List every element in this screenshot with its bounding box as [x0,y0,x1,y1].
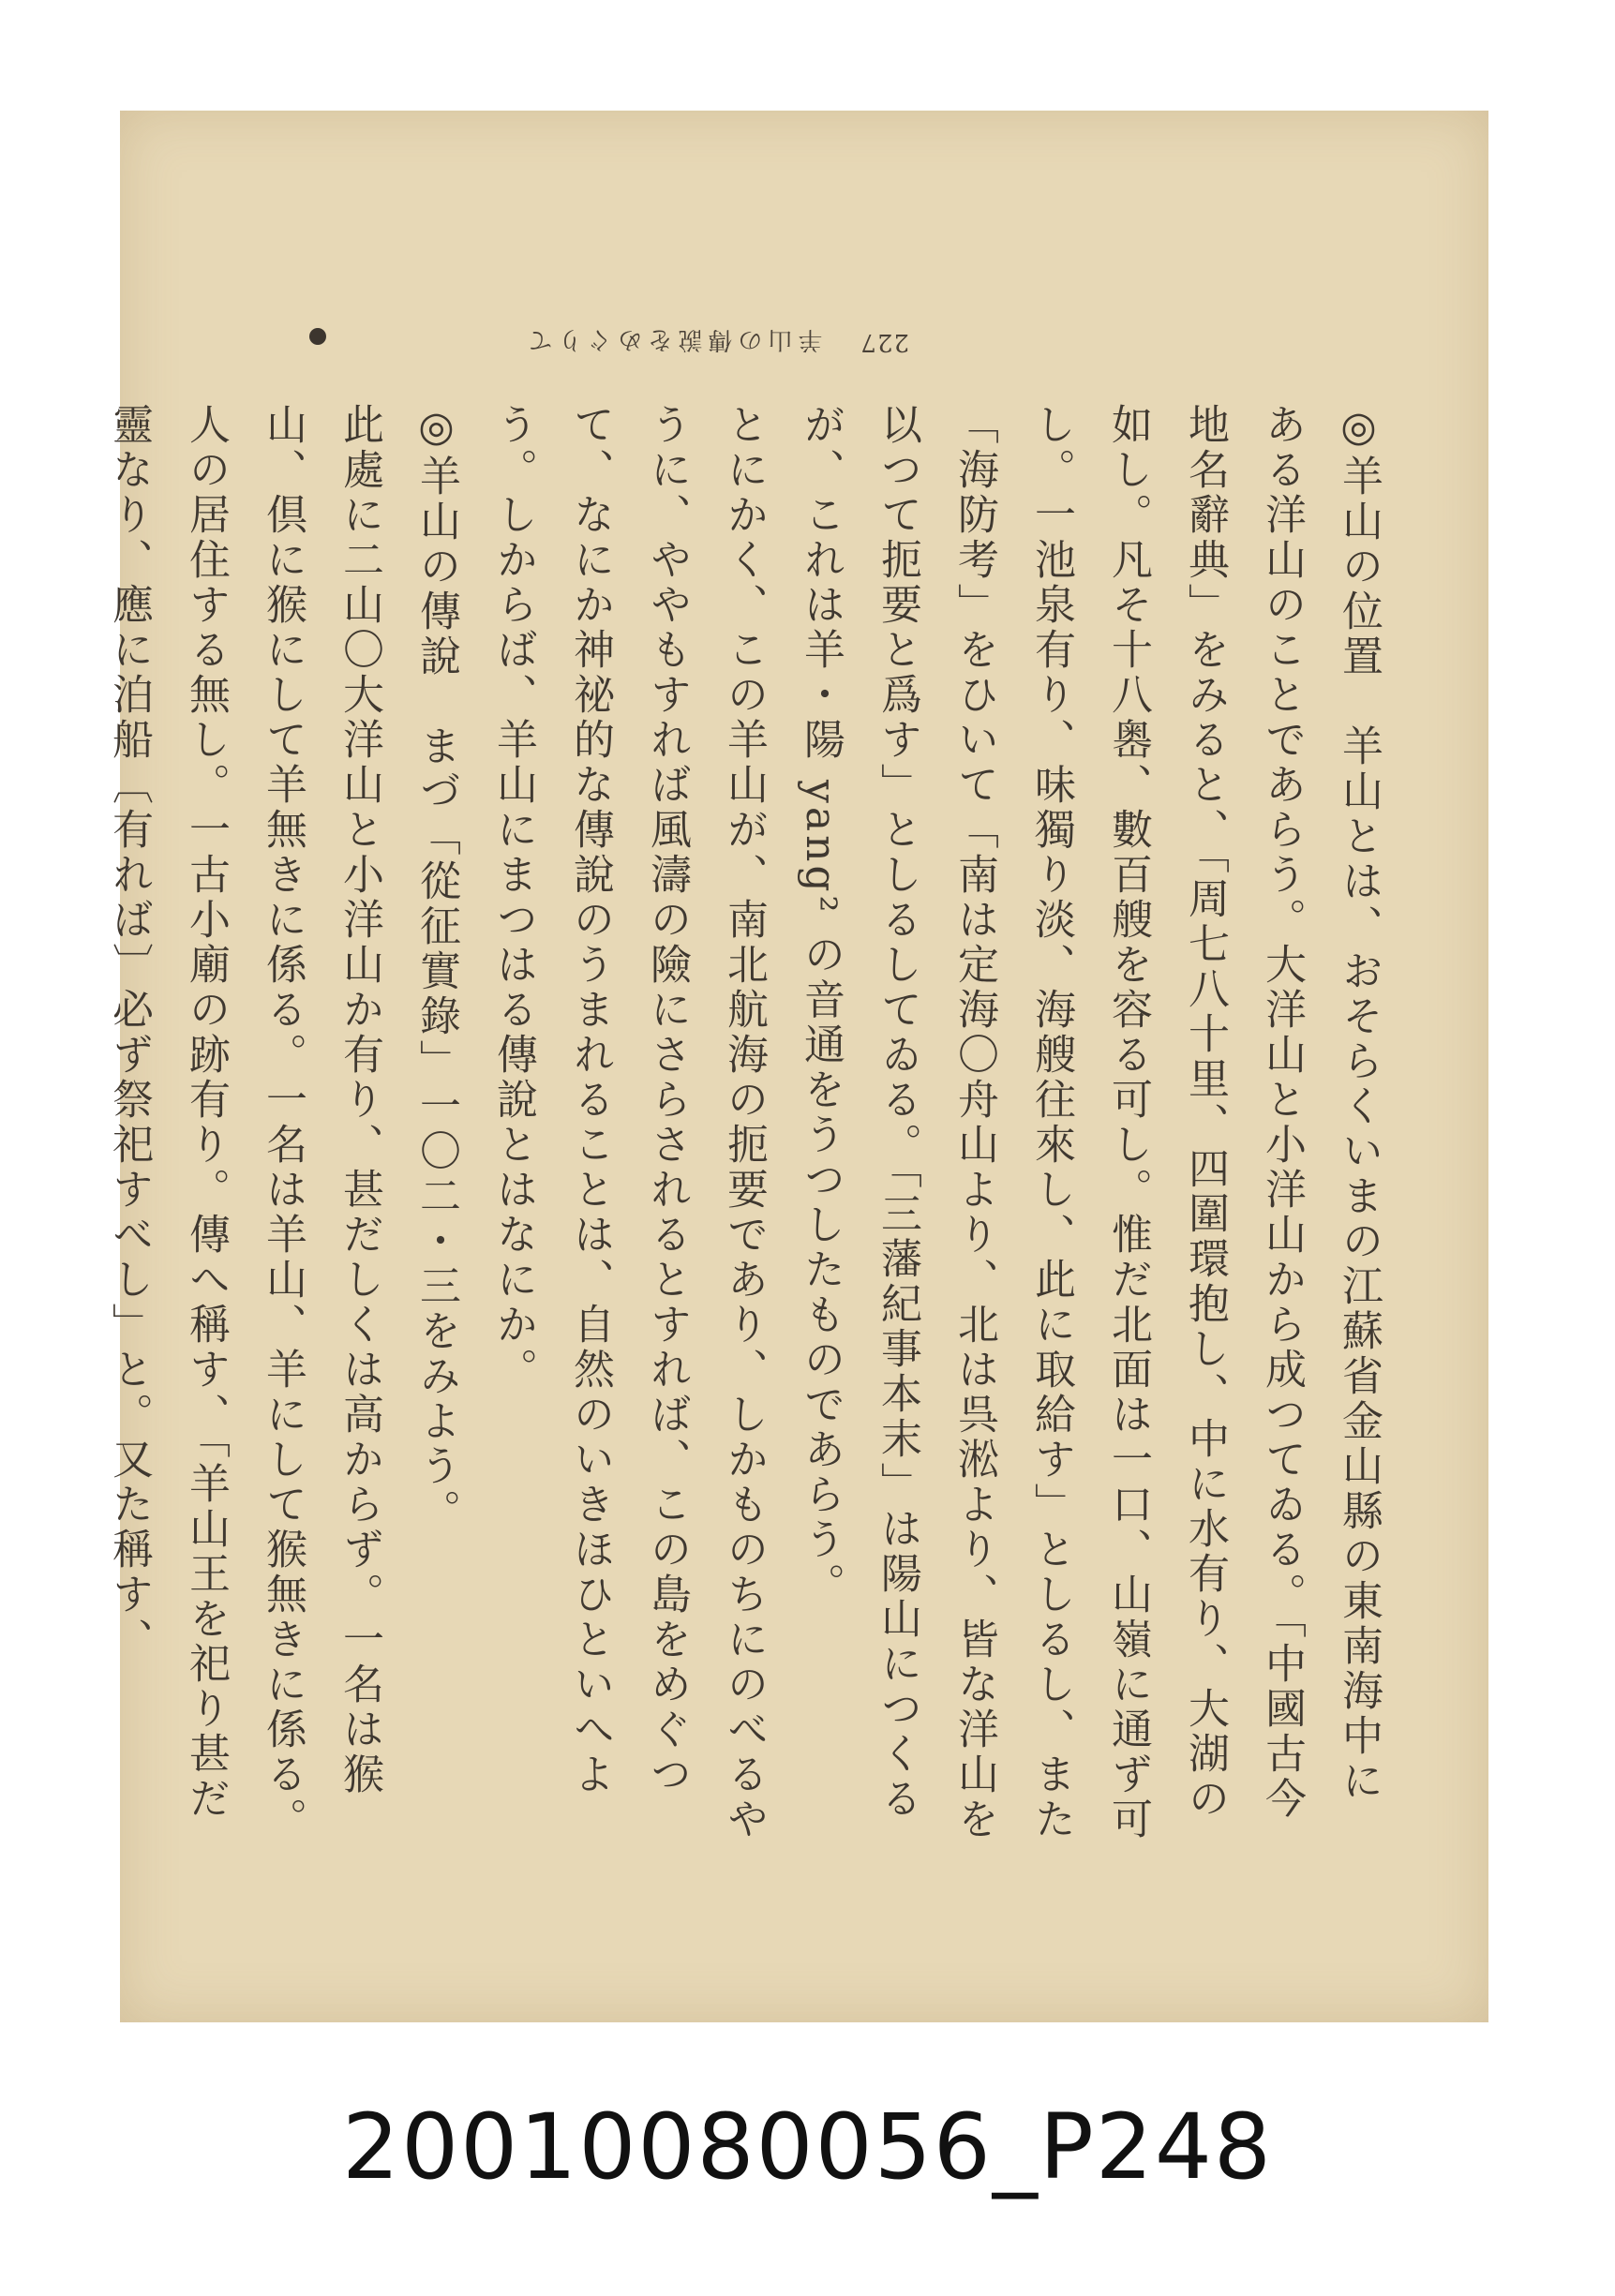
paragraph-significance: とにかく、この羊山が、南北航海の扼要であり、しかものちにのべるやうに、ややもすれば風濤の險にさらされるとすれば、この島をめぐつて、なにか神祕的な傳說のうまれることは、自然のいきほひといへよう。しからば、羊山にまつはる傳說とはなにか。 [489,403,768,1842]
paragraph-legend-heading: ◎羊山の傳說 まづ「從征實錄」一〇二・三をみよう。 [412,403,460,1534]
paragraph-legend-quote: 此處に二山〇大洋山と小洋山か有り、甚だしくは高からず。一名は猴山、倶に猴にして羊無きに係る。一名は羊山、羊にして猴無きに係る。人の居住する無し。一古小廟の跡有り。傳へ稱す、「羊山王を祀り甚だ靈なり、應に泊船〔有れば〕必ず祭祀すべし」と。又た稱す、 [105,403,383,1842]
page-number: 227 [860,328,909,356]
running-head [197,319,909,365]
paragraph-location: ◎羊山の位置 羊山とは、おそらくいまの江蘇省金山縣の東南海中にある洋山のことであらう。大洋山と小洋山から成つてゐる。「中國古今地名辭典」をみると、「周七八十里、四圍環抱し、中に水有り、大湖の如し。凡そ十八嶴、數百艘を容る可し。惟だ北面は一口、山嶺に通ず可し。一池泉有り、味獨り淡、海艘往來し、此に取給す」としるし、また「海防考」をひいて「南は定海〇舟山より、北は呉淞より、皆な洋山を以つて扼要と爲す」としるしてゐる。「三藩紀事本末」は陽山につくるが、これは羊・陽 yang² の音通をうつしたものであらう。 [797,403,1383,1842]
vertical-text-body [105,403,1397,1846]
running-head-title: 羊山の傳說をめぐりて [522,325,823,354]
image-id-caption: 20010080056_P248 [342,2095,1273,2199]
